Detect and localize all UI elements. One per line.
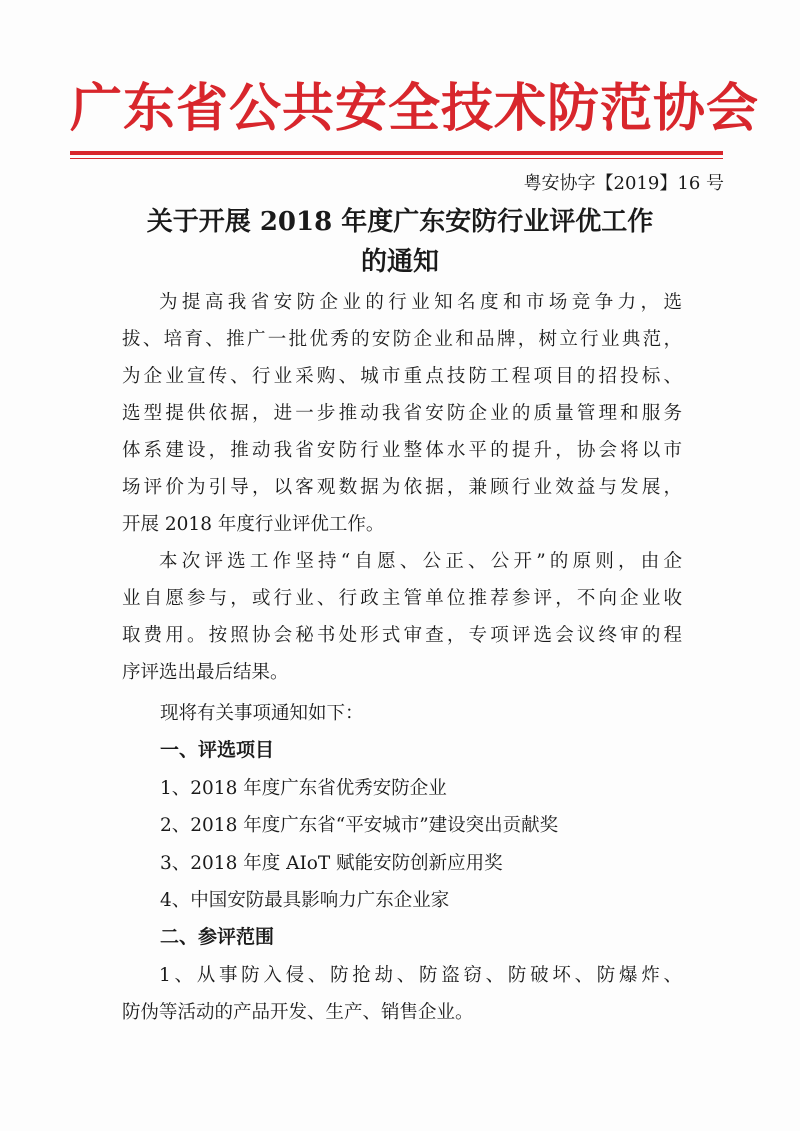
- section-item: 2、2018 年度广东省“平安城市”建设突出贡献奖: [160, 815, 559, 836]
- section-item: 1、2018 年度广东省优秀安防企业: [160, 778, 447, 799]
- paragraph-line: 业自愿参与，或行业、行政主管单位推荐参评，不向企业收: [122, 588, 682, 609]
- section-heading-items: 一、评选项目: [160, 739, 275, 761]
- paragraph-purpose: [122, 284, 682, 543]
- paragraph-line: 体系建设，推动我省安防行业整体水平的提升，协会将以市: [122, 440, 682, 461]
- letterhead-rule-thick: [70, 151, 723, 155]
- paragraph-line: 取费用。按照协会秘书处形式审查，专项评选会议终审的程: [122, 625, 682, 646]
- paragraph-scope: [122, 957, 682, 1031]
- paragraph-line: 序评选出最后结果。: [122, 662, 289, 683]
- section-heading-scope: 二、参评范围: [160, 926, 275, 948]
- paragraph-line: 为提高我省安防企业的行业知名度和市场竞争力，选: [159, 292, 682, 313]
- paragraph-line: 场评价为引导，以客观数据为依据，兼顾行业效益与发展，: [122, 477, 682, 498]
- paragraph-line: 开展 2018 年度行业评优工作。: [122, 514, 385, 535]
- paragraph-line: 拔、培育、推广一批优秀的安防企业和品牌，树立行业典范，: [122, 329, 682, 350]
- intro-line: 现将有关事项通知如下：: [160, 703, 364, 724]
- letterhead-rule-thin: [70, 158, 723, 159]
- paragraph-line: 防伪等活动的产品开发、生产、销售企业。: [122, 1002, 474, 1023]
- document-title-line-2: 的通知: [360, 247, 439, 277]
- paragraph-principles: [122, 543, 682, 691]
- letterhead-org-name: 广东省公共安全技术防范协会: [70, 78, 760, 139]
- paragraph-line: 本次评选工作坚持“自愿、公正、公开”的原则，由企: [159, 551, 682, 572]
- section-item: 4、中国安防最具影响力广东企业家: [160, 890, 450, 911]
- document-title-line-1: 关于开展 2018 年度广东安防行业评优工作: [146, 207, 654, 237]
- paragraph-line: 选型提供依据，进一步推动我省安防企业的质量管理和服务: [122, 403, 682, 424]
- section-item: 3、2018 年度 AIoT 赋能安防创新应用奖: [160, 853, 503, 874]
- paragraph-line: 为企业宣传、行业采购、城市重点技防工程项目的招投标、: [122, 366, 682, 387]
- document-number: 粤安协字【2019】16 号: [523, 173, 724, 194]
- paragraph-line: 1、从事防入侵、防抢劫、防盗窃、防破坏、防爆炸、: [159, 965, 682, 986]
